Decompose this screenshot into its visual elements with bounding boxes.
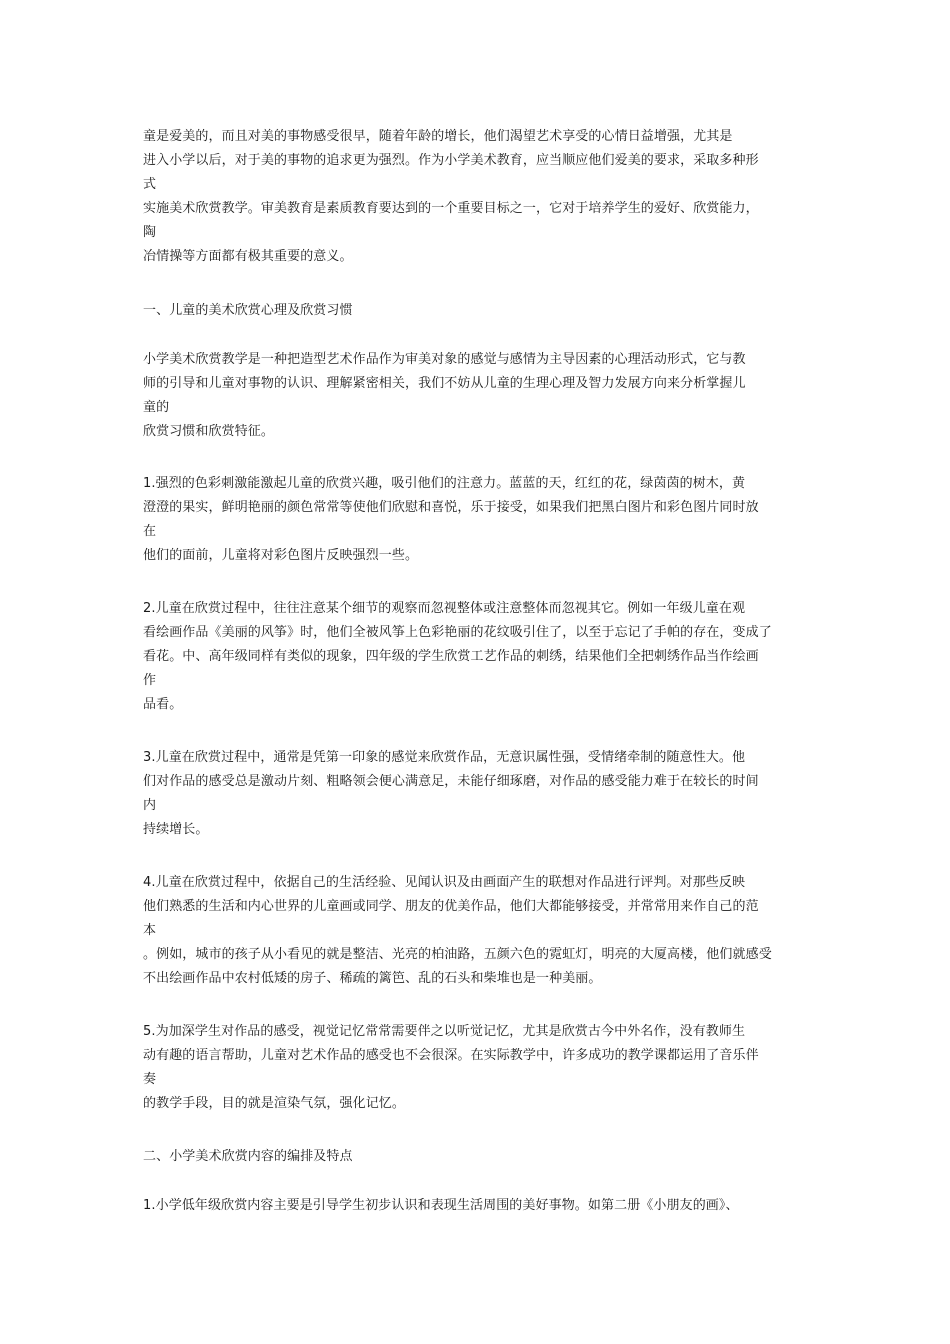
text-line: 童是爱美的，而且对美的事物感受很早，随着年龄的增长，他们渴望艺术享受的心情日益增强，尤其是 (143, 129, 733, 144)
intro-paragraph (143, 125, 823, 269)
text-line: 们对作品的感受总是激动片刻、粗略领会便心满意足，未能仔细琢磨，对作品的感受能力难于在较长的时间 (143, 774, 759, 789)
text-line: 4.儿童在欣赏过程中，依据自己的生活经验、见闻认识及由画面产生的联想对作品进行评判。对那些反映 (143, 875, 746, 890)
text-line: 1.强烈的色彩刺激能激起儿童的欣赏兴趣，吸引他们的注意力。蓝蓝的天，红红的花，绿茵茵的树木，黄 (143, 476, 746, 491)
text-line: 小学美术欣赏教学是一种把造型艺术作品作为审美对象的感觉与感情为主导因素的心理活动形式，它与教 (143, 352, 746, 367)
text-line: 进入小学以后，对于美的事物的追求更为强烈。作为小学美术教育，应当顺应他们爱美的要求，采取多种形 (143, 153, 759, 168)
text-line: 的教学手段，目的就是渲染气氛，强化记忆。 (143, 1096, 406, 1111)
list-item-6 (143, 1194, 823, 1218)
section-heading-1 (143, 299, 823, 323)
text-line: 持续增长。 (143, 822, 209, 837)
list-item-4 (143, 871, 823, 991)
text-line: 看花。中、高年级同样有类似的现象，四年级的学生欣赏工艺作品的刺绣，结果他们全把刺绣作品当作绘画 (143, 649, 759, 664)
text-line: 童的 (143, 400, 170, 415)
text-line: 实施美术欣赏教学。审美教育是素质教育要达到的一个重要目标之一，它对于培养学生的爱好、欣赏能力， (143, 201, 759, 216)
text-line: 2.儿童在欣赏过程中，往往注意某个细节的观察而忽视整体或注意整体而忽视其它。例如一年级儿童在观 (143, 601, 746, 616)
text-line: 陶 (143, 225, 157, 240)
text-line: 内 (143, 798, 157, 813)
text-line: 品看。 (143, 697, 183, 712)
text-line: 动有趣的语言帮助，儿童对艺术作品的感受也不会很深。在实际教学中，许多成功的教学课都运用了音乐伴 (143, 1048, 759, 1063)
text-line: 3.儿童在欣赏过程中，通常是凭第一印象的感觉来欣赏作品，无意识属性强，受情绪牵制的随意性大。他 (143, 750, 746, 765)
text-line: 本 (143, 923, 157, 938)
text-line: 师的引导和儿童对事物的认识、理解紧密相关，我们不妨从儿童的生理心理及智力发展方向来分析掌握儿 (143, 376, 746, 391)
paragraph-1 (143, 348, 823, 444)
list-item-1 (143, 472, 823, 568)
heading-text: 一、儿童的美术欣赏心理及欣赏习惯 (143, 303, 353, 318)
section-heading-2 (143, 1145, 823, 1169)
list-item-5 (143, 1020, 823, 1116)
text-line: 不出绘画作品中农村低矮的房子、稀疏的篱笆、乱的石头和柴堆也是一种美丽。 (143, 971, 602, 986)
text-line: 在 (143, 524, 157, 539)
heading-text: 二、小学美术欣赏内容的编排及特点 (143, 1149, 353, 1164)
list-item-3 (143, 746, 823, 842)
text-line: 他们的面前，儿童将对彩色图片反映强烈一些。 (143, 548, 419, 563)
text-line: 欣赏习惯和欣赏特征。 (143, 424, 275, 439)
text-line: 看绘画作品《美丽的风筝》时，他们全被风筝上色彩艳丽的花纹吸引住了，以至于忘记了手帕的存在，变成了 (143, 625, 772, 640)
text-line: 式 (143, 177, 157, 192)
text-line: 奏 (143, 1072, 157, 1087)
text-line: 。例如，城市的孩子从小看见的就是整洁、光亮的柏油路，五颜六色的霓虹灯，明亮的大厦高楼，他们就感受 (143, 947, 772, 962)
text-line: 作 (143, 673, 157, 688)
text-line: 冶情操等方面都有极其重要的意义。 (143, 249, 353, 264)
text-line: 5.为加深学生对作品的感受，视觉记忆常常需要伴之以听觉记忆，尤其是欣赏古今中外名作，没有教师生 (143, 1024, 746, 1039)
text-line: 1.小学低年级欣赏内容主要是引导学生初步认识和表现生活周围的美好事物。如第二册《小朋友的画》、 (143, 1198, 739, 1213)
text-line: 他们熟悉的生活和内心世界的儿童画或同学、朋友的优美作品，他们大都能够接受，并常常用来作自己的范 (143, 899, 759, 914)
text-line: 澄澄的果实，鲜明艳丽的颜色常常等使他们欣慰和喜悦，乐于接受，如果我们把黑白图片和彩色图片同时放 (143, 500, 759, 515)
list-item-2 (143, 597, 823, 717)
